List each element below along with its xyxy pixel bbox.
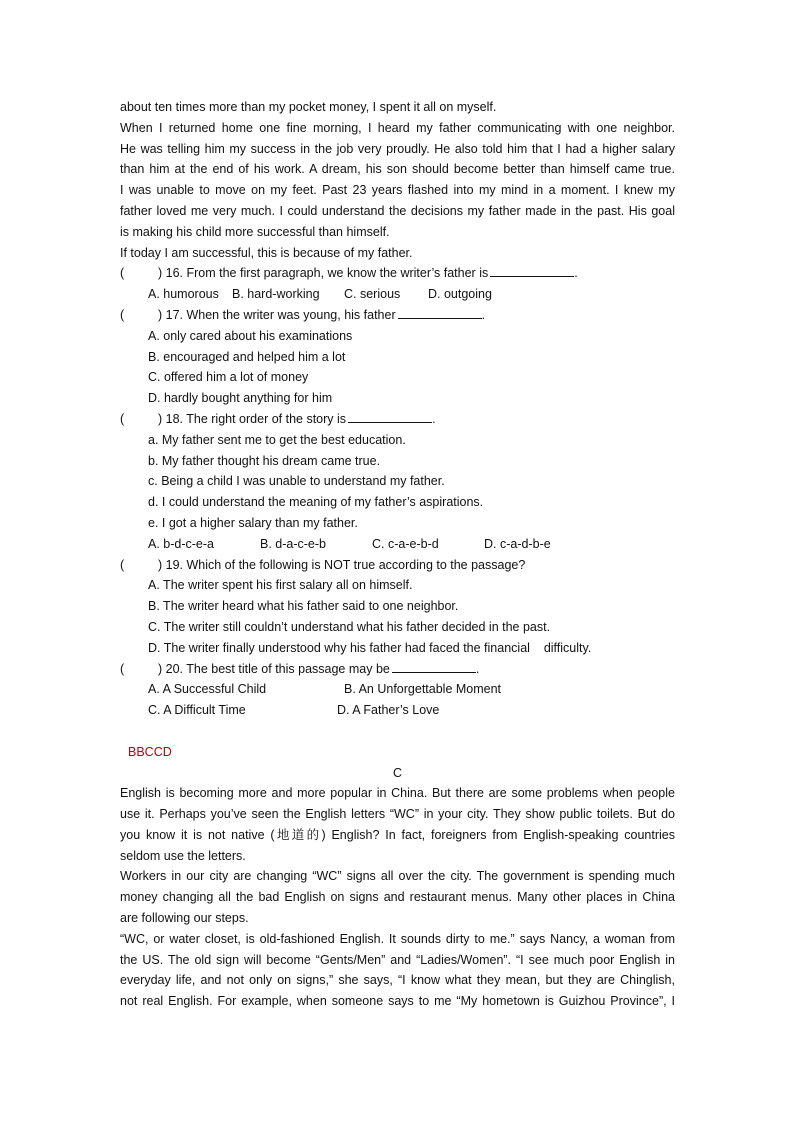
question-17 bbox=[120, 305, 675, 326]
question-end: . bbox=[574, 266, 578, 281]
option-a: A. b-d-c-e-a bbox=[148, 536, 214, 551]
question-20 bbox=[120, 659, 675, 680]
passage-line: When I returned home one fine morning, I heard my father communicating with one neighbor. bbox=[120, 120, 675, 135]
answer-blank bbox=[398, 305, 482, 319]
question-end: . bbox=[475, 661, 480, 676]
passage-line: not real English. For example, when someone says to me “My hometown is Guizhou Province”, I bbox=[120, 994, 675, 1009]
statement-b: b. My father thought his dream came true. bbox=[148, 453, 381, 468]
option-d: D. c-a-d-b-e bbox=[484, 536, 551, 551]
option-a: A. only cared about his examinations bbox=[148, 328, 353, 343]
document-page bbox=[120, 97, 675, 1012]
option-d: D. A Father’s Love bbox=[337, 703, 440, 718]
answer-paren: ( bbox=[120, 266, 125, 281]
question-16-options bbox=[120, 284, 675, 305]
option-b: B. hard-working bbox=[232, 287, 320, 302]
option-c: C. A Difficult Time bbox=[148, 703, 246, 718]
answer-paren: ( bbox=[120, 411, 125, 426]
question-stem: ) 16. From the first paragraph, we know the writer’s father is bbox=[158, 266, 489, 281]
passage-line: use it. Perhaps you’ve seen the English letters “WC” in your city. They show public toilets. But do bbox=[120, 807, 675, 822]
passage-line: English is becoming more and more popular in China. But there are some problems when people bbox=[120, 786, 675, 801]
statement-e: e. I got a higher salary than my father. bbox=[148, 515, 358, 530]
section-heading: C bbox=[392, 765, 403, 780]
passage-line: are following our steps. bbox=[120, 911, 249, 926]
option-b: B. encouraged and helped him a lot bbox=[148, 349, 346, 364]
passage-line: If today I am successful, this is because of my father. bbox=[120, 245, 413, 260]
passage-line: everyday life, and not only on signs,” she says, “I know what they mean, but they are Chinglish, bbox=[120, 973, 675, 988]
passage-line: is making his child more successful than himself. bbox=[120, 224, 390, 239]
statement-c: c. Being a child I was unable to understand my father. bbox=[148, 474, 445, 489]
answer-blank bbox=[490, 263, 574, 277]
answer-paren: ( bbox=[120, 661, 125, 676]
option-d: D. The writer finally understood why his father had faced the financial difficulty. bbox=[148, 640, 592, 655]
question-18 bbox=[120, 409, 675, 430]
passage-line: seldom use the letters. bbox=[120, 848, 246, 863]
question-end: . bbox=[432, 411, 436, 426]
option-a: A. A Successful Child bbox=[148, 682, 267, 697]
statement-d: d. I could understand the meaning of my father’s aspirations. bbox=[148, 495, 484, 510]
option-d: D. outgoing bbox=[428, 287, 492, 302]
question-19 bbox=[120, 555, 675, 576]
option-c: C. The writer still couldn’t understand what his father decided in the past. bbox=[148, 619, 551, 634]
passage-line: you know it is not native (地道的) English? In fact, foreigners from English-speaking countries bbox=[120, 827, 675, 842]
question-18-options bbox=[120, 534, 675, 555]
passage-line: money changing all the bad English on signs and restaurant menus. Many other places in China bbox=[120, 890, 675, 905]
option-b: B. An Unforgettable Moment bbox=[344, 682, 502, 697]
question-stem: ) 19. Which of the following is NOT true according to the passage? bbox=[158, 557, 526, 572]
option-c: C. c-a-e-b-d bbox=[372, 536, 439, 551]
question-20-options-row2 bbox=[120, 700, 675, 721]
question-20-options-row1 bbox=[120, 679, 675, 700]
option-c: C. offered him a lot of money bbox=[148, 370, 309, 385]
passage-line: He was telling him my success in the job very proudly. He also told him that I had a higher salary bbox=[120, 141, 675, 156]
question-end: . bbox=[481, 307, 486, 322]
passage-line: father loved me very much. I could understand the decisions my father made in the past. His goal bbox=[120, 203, 675, 218]
passage-c bbox=[120, 783, 675, 1012]
answer-key: BBCCD bbox=[128, 744, 172, 759]
answer-paren: ( bbox=[120, 307, 125, 322]
option-a: A. humorous bbox=[148, 287, 219, 302]
option-b: B. d-a-c-e-b bbox=[260, 536, 326, 551]
passage-line: “WC, or water closet, is old-fashioned English. It sounds dirty to me.” says Nancy, a woman from bbox=[120, 931, 675, 946]
question-16 bbox=[120, 263, 675, 284]
passage-line: I was unable to move on my feet. Past 23 years flashed into my mind in a moment. I knew my bbox=[120, 183, 675, 198]
answer-paren: ( bbox=[120, 557, 125, 572]
option-b: B. The writer heard what his father said to one neighbor. bbox=[148, 599, 459, 614]
passage-line: than him at the end of his work. A dream, his son should become better than himself came true. bbox=[120, 162, 675, 177]
answer-blank bbox=[348, 409, 432, 423]
passage-line: Workers in our city are changing “WC” signs all over the city. The government is spending much bbox=[120, 869, 675, 884]
statement-a: a. My father sent me to get the best education. bbox=[148, 432, 406, 447]
question-stem: ) 18. The right order of the story is bbox=[158, 411, 347, 426]
option-a: A. The writer spent his first salary all on himself. bbox=[148, 578, 413, 593]
passage-line: the US. The old sign will become “Gents/Men” and “Ladies/Women”. “I see much poor English in bbox=[120, 952, 675, 967]
passage-line: about ten times more than my pocket money, I spent it all on myself. bbox=[120, 100, 497, 114]
question-stem: ) 17. When the writer was young, his father bbox=[158, 307, 396, 322]
option-d: D. hardly bought anything for him bbox=[148, 391, 333, 406]
question-stem: ) 20. The best title of this passage may be bbox=[158, 661, 390, 676]
option-c: C. serious bbox=[344, 287, 401, 302]
answer-blank bbox=[392, 659, 476, 673]
passage-b-continued bbox=[120, 97, 675, 263]
